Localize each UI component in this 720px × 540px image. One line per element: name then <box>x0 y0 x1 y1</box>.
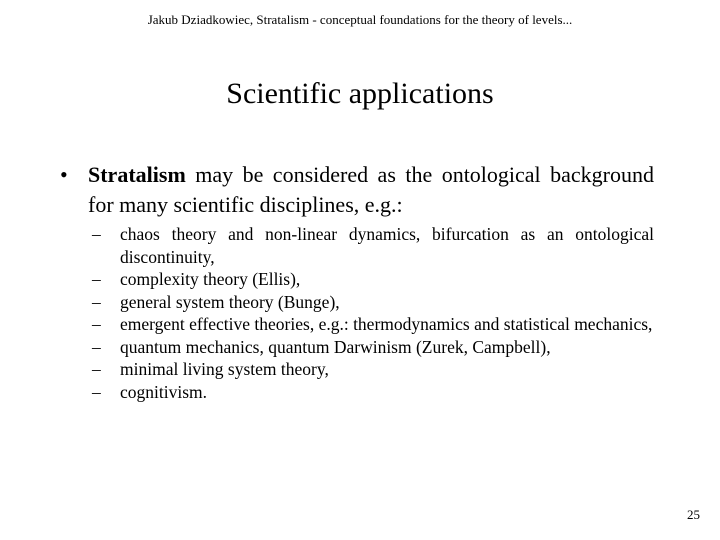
list-item <box>92 268 654 291</box>
dash-marker: – <box>92 291 101 312</box>
list-item-text: general system theory (Bunge), <box>120 291 340 312</box>
list-item <box>92 336 654 359</box>
list-item <box>92 313 654 336</box>
sub-bullet-list <box>92 223 654 403</box>
dash-marker: – <box>92 336 101 357</box>
list-item-text: emergent effective theories, e.g.: thermodynamics and statistical mechanics, <box>120 314 653 334</box>
list-item-text: minimal living system theory, <box>120 359 329 379</box>
dash-marker: – <box>92 314 101 334</box>
bullet-bold-term: Stratalism <box>88 162 186 187</box>
list-item-text: complexity theory (Ellis), <box>120 269 301 289</box>
dash-marker: – <box>92 269 101 289</box>
main-bullet <box>60 160 654 220</box>
bullet-body: may be considered as the ontological background for many scientific disciplines, e.g.: <box>88 162 654 217</box>
list-item-text: chaos theory and non-linear dynamics, bifurcation as an ontological discontinuity, <box>120 224 654 267</box>
main-bullet-text <box>88 160 654 220</box>
dash-marker: – <box>92 224 101 244</box>
slide-title: Scientific applications <box>226 77 494 110</box>
list-item-text: quantum mechanics, quantum Darwinism (Zurek, Campbell), <box>120 336 551 357</box>
list-item <box>92 223 654 268</box>
list-item <box>92 358 654 381</box>
bullet-marker: • <box>60 162 68 187</box>
dash-marker: – <box>92 381 101 402</box>
slide-header: Jakub Dziadkowiec, Stratalism - conceptual foundations for the theory of levels... <box>147 12 573 27</box>
list-item-text: cognitivism. <box>120 381 208 402</box>
dash-marker: – <box>92 359 101 379</box>
page-number: 25 <box>687 507 700 522</box>
list-item <box>92 381 654 404</box>
list-item <box>92 291 654 314</box>
